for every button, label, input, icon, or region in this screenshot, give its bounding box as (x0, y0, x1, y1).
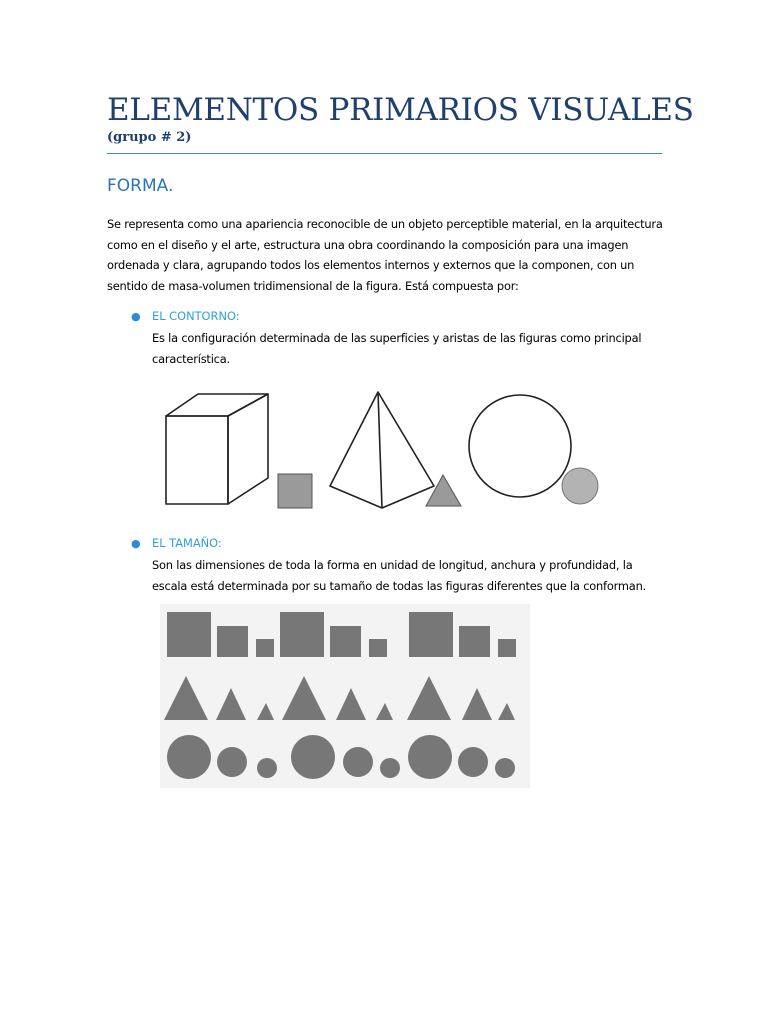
intro-paragraph: Se representa como una apariencia reconocible de un objeto perceptible material, en la arquitectura como en el diseño y el arte, estructura una obra coordinando la composición para una imagen ordenada y clara, agrupando todos los elementos internos y externos que la componen, con un sentido de masa-volumen tridimensional de la figura. Está compuesta por: (107, 217, 663, 293)
bullet-icon: ● (131, 310, 141, 323)
bullet-title-tamano: EL TAMAÑO: (152, 536, 222, 550)
size-figures-grid (160, 604, 530, 788)
bullet-icon: ● (131, 537, 141, 550)
section-heading: FORMA. (107, 176, 174, 196)
document-subtitle: (grupo # 2) (107, 130, 192, 145)
outline-figures-drawing (150, 382, 620, 514)
bullet-title-contorno: EL CONTORNO: (152, 309, 240, 323)
bullet-text-contorno: Es la configuración determinada de las superficies y aristas de las figuras como principal característica. (152, 331, 642, 366)
bullet-text-tamano: Son las dimensiones de toda la forma en unidad de longitud, anchura y profundidad, la escala está determinada por su tamaño de todas las figuras diferentes que la conforman. (152, 558, 647, 593)
document-title: ELEMENTOS PRIMARIOS VISUALES (107, 92, 694, 128)
title-divider (107, 153, 662, 154)
